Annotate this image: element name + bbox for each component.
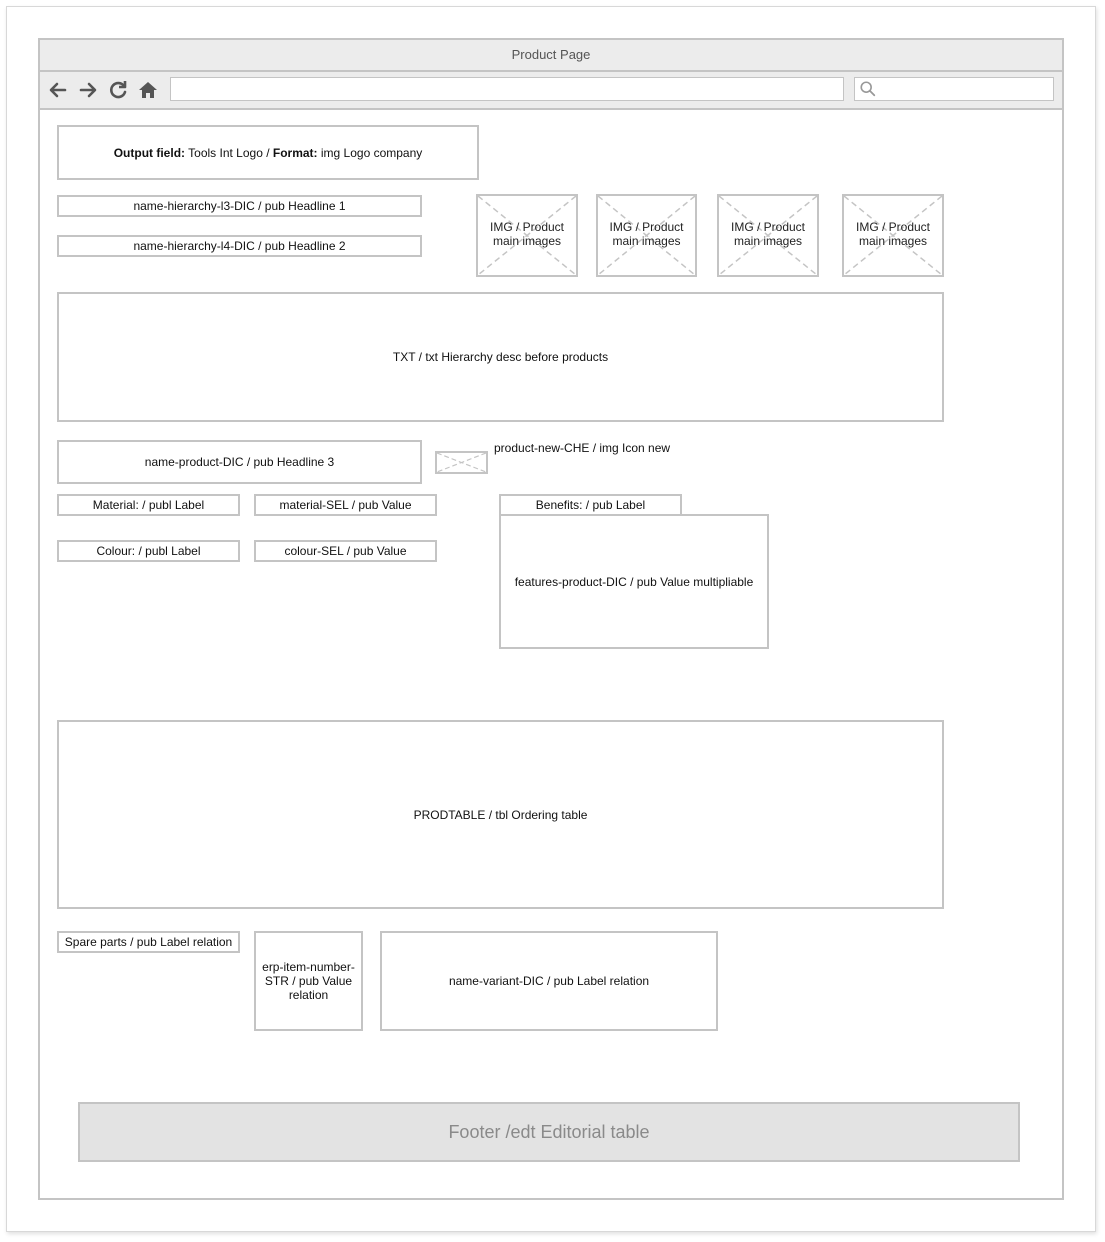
browser-toolbar [40, 72, 1062, 110]
colour-label: Colour: / publ Label [57, 540, 240, 562]
product-image-2: IMG / Product main images [596, 194, 697, 277]
headline-1: name-hierarchy-l3-DIC / pub Headline 1 [57, 195, 422, 217]
arrow-right-icon[interactable] [76, 78, 100, 102]
url-input[interactable] [170, 77, 844, 101]
new-icon-placeholder [435, 451, 488, 474]
product-image-1: IMG / Product main images [476, 194, 578, 277]
product-image-3: IMG / Product main images [717, 194, 819, 277]
arrow-left-icon[interactable] [46, 78, 70, 102]
headline-3: name-product-DIC / pub Headline 3 [57, 440, 422, 484]
footer: Footer /edt Editorial table [78, 1102, 1020, 1162]
window-title: Product Page [40, 40, 1062, 72]
product-image-4: IMG / Product main images [842, 194, 944, 277]
material-label: Material: / publ Label [57, 494, 240, 516]
erp-item-number: erp-item-number-STR / pub Value relation [254, 931, 363, 1031]
home-icon[interactable] [136, 78, 160, 102]
variant-label: name-variant-DIC / pub Label relation [380, 931, 718, 1031]
material-value: material-SEL / pub Value [254, 494, 437, 516]
logo-field-text: Output field: Tools Int Logo / Format: img Logo company [113, 145, 423, 160]
headline-2: name-hierarchy-l4-DIC / pub Headline 2 [57, 235, 422, 257]
colour-value: colour-SEL / pub Value [254, 540, 437, 562]
benefits-label: Benefits: / pub Label [499, 494, 682, 516]
spare-parts-label: Spare parts / pub Label relation [57, 931, 240, 953]
hierarchy-description: TXT / txt Hierarchy desc before products [57, 292, 944, 422]
new-icon-label: product-new-CHE / img Icon new [494, 441, 671, 455]
features-value: features-product-DIC / pub Value multipliable [499, 514, 769, 649]
ordering-table: PRODTABLE / tbl Ordering table [57, 720, 944, 909]
search-input[interactable] [854, 77, 1054, 101]
search-icon [859, 80, 877, 98]
logo-output-field [57, 125, 479, 180]
reload-icon[interactable] [106, 78, 130, 102]
